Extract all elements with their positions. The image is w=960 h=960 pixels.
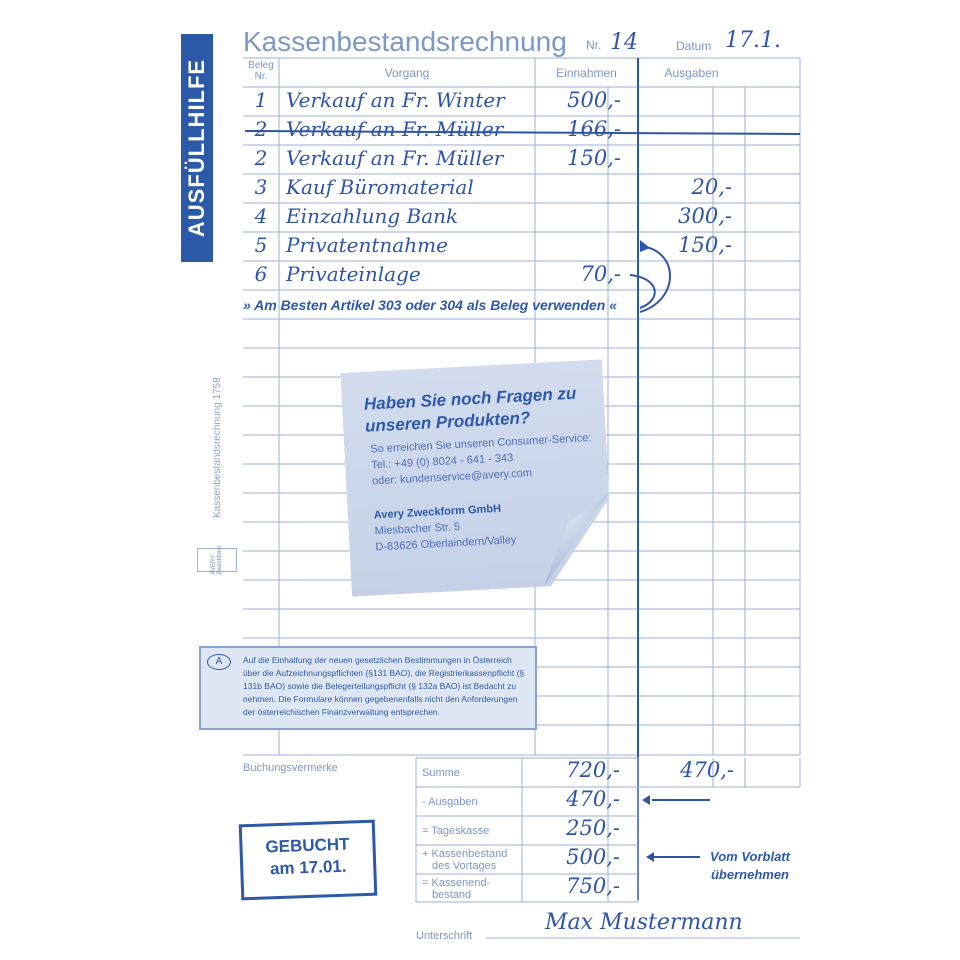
form-number-side-text: Kassenbestandsrechnung 1758	[212, 377, 223, 518]
stamp-line-2: am 17.01.	[269, 856, 347, 879]
note-company: Avery Zweckform GmbH	[373, 502, 502, 522]
row-ausgaben: 300,-	[678, 204, 732, 228]
datum-value: 17.1.	[725, 28, 781, 53]
datum-label: Datum	[676, 39, 712, 53]
row-nr: 2	[254, 146, 268, 170]
summe-ausgaben: 470,-	[680, 758, 734, 782]
row-nr: 3	[254, 175, 268, 199]
summe-einnahmen: 720,-	[566, 758, 620, 782]
row-description: Einzahlung Bank	[286, 204, 459, 228]
row-description: Verkauf an Fr. Winter	[286, 88, 505, 112]
row-nr: 4	[254, 204, 268, 228]
avery-logo: AVERY Zweckform	[197, 548, 237, 572]
row-description: Verkauf an Fr. Müller	[286, 146, 504, 170]
austria-legal-notice	[199, 646, 537, 730]
note-email: oder: kundenservice@avery.com	[371, 467, 533, 488]
row-description: Verkauf an Fr. Müller	[286, 117, 504, 141]
kassenendbestand-value: 750,-	[566, 874, 620, 898]
kassenbestand-vortag-label: + Kassenbestand des Vortages	[422, 848, 508, 872]
note-question: Haben Sie noch Fragen zu unseren Produkten?	[363, 383, 577, 436]
kassenendbestand-label: = Kassenend- bestand	[422, 877, 491, 901]
row-nr: 6	[254, 262, 268, 286]
buchungsvermerke-label: Buchungsvermerke	[243, 762, 338, 774]
tageskasse-label: = Tageskasse	[422, 825, 490, 837]
nr-value: 14	[610, 30, 638, 55]
row-description: Privatentnahme	[286, 233, 448, 257]
legal-text: Auf die Einhaltung der neuen gesetzlichen Bestimmungen in Österreich über die Aufzeichnungspflichten (§131 BAO), die Registrierkassenpflicht (§ 131b BAO) sowie die Belegerteilungspflicht (§ 132a BAO) ist Bedacht zu nehmen. Die Formulare können gegebenenfalls nicht den Anforderungen der österreichischen Finanzverwaltung entsprechen.	[243, 655, 525, 717]
vom-vorblatt-note: Vom Vorblatt übernehmen	[710, 849, 790, 882]
row-einnahmen: 166,-	[567, 117, 621, 141]
gebucht-stamp	[239, 820, 378, 901]
austria-badge: A	[207, 654, 231, 670]
row-einnahmen: 150,-	[567, 146, 621, 170]
summe-label: Summe	[422, 767, 460, 779]
ausgaben-label: - Ausgaben	[422, 796, 478, 808]
beleg-hint: » Am Besten Artikel 303 oder 304 als Beleg verwenden «	[243, 297, 618, 313]
note-city: D-83626 Oberlaindern/Valley	[375, 534, 517, 554]
note-line-1: So erreichen Sie unseren Consumer-Service:	[370, 431, 592, 456]
row-nr: 1	[254, 88, 268, 112]
service-sticky-note	[340, 359, 613, 596]
row-nr: 2	[254, 117, 268, 141]
column-header-ausgaben: Ausgaben	[664, 66, 719, 80]
column-header-vorgang: Vorgang	[384, 66, 430, 80]
unterschrift-label: Unterschrift	[416, 930, 473, 942]
row-einnahmen: 70,-	[580, 262, 621, 286]
kassenbestand-vortag-value: 500,-	[566, 845, 620, 869]
ausgaben-value: 470,-	[566, 787, 620, 811]
nr-label: Nr.	[586, 38, 602, 52]
row-description: Kauf Büromaterial	[286, 175, 474, 199]
form-title: Kassenbestandsrechnung	[243, 26, 567, 57]
column-header-einnahmen: Einnahmen	[556, 66, 617, 80]
row-nr: 5	[254, 233, 268, 257]
ausfuellhilfe-banner: AUSFÜLLHILFE	[181, 34, 213, 262]
signature: Max Mustermann	[545, 910, 743, 935]
note-phone: Tel.: +49 (0) 8024 - 641 - 343	[370, 452, 514, 472]
column-header-beleg: Beleg Nr.	[248, 60, 274, 82]
row-einnahmen: 500,-	[567, 88, 621, 112]
row-ausgaben: 150,-	[678, 233, 732, 257]
row-ausgaben: 20,-	[691, 175, 732, 199]
row-description: Privateinlage	[286, 262, 421, 286]
stamp-line-1: GEBUCHT	[265, 834, 350, 857]
note-street: Miesbacher Str. 5	[374, 520, 461, 538]
tageskasse-value: 250,-	[566, 816, 620, 840]
